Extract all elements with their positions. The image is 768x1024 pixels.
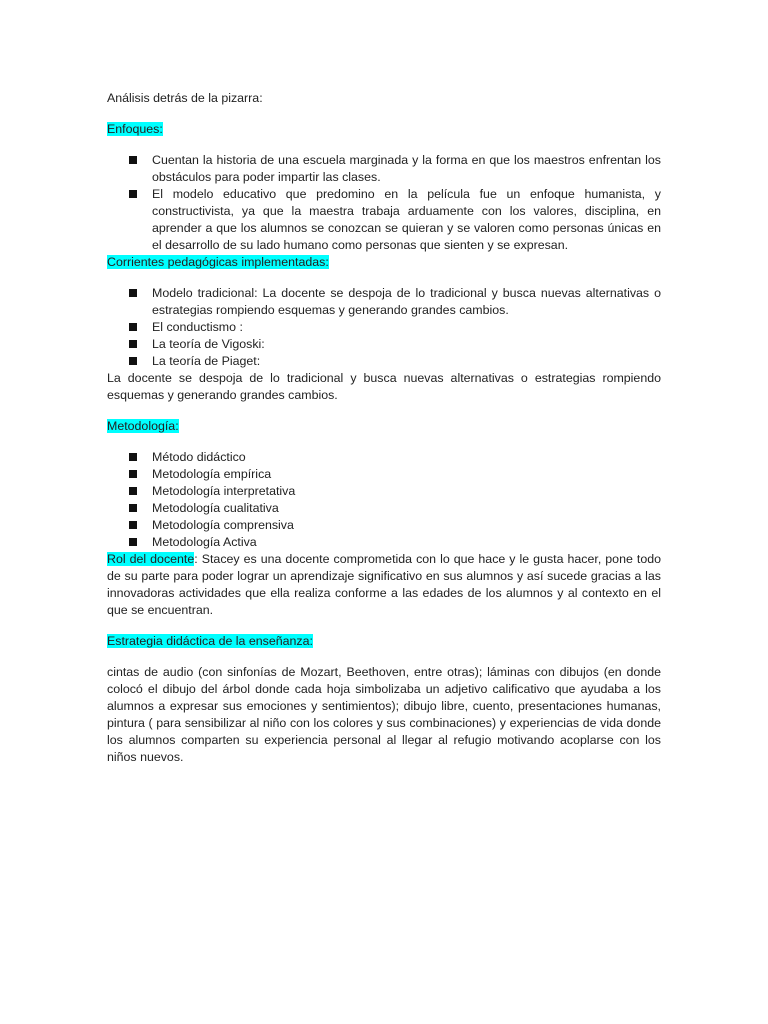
list-item: Metodología empírica — [152, 466, 661, 483]
section-heading-estrategia — [107, 633, 661, 650]
list-item: Metodología Activa — [152, 534, 661, 551]
highlighted-heading-enfoques: Enfoques: — [107, 122, 163, 136]
list-item: Metodología comprensiva — [152, 517, 661, 534]
list-item: Cuentan la historia de una escuela marginada y la forma en que los maestros enfrentan los obstáculos para poder impartir las clases. — [152, 153, 661, 184]
rol-paragraph — [107, 551, 661, 619]
highlighted-heading-corrientes: Corrientes pedagógicas implementadas: — [107, 255, 329, 269]
highlighted-heading-estrategia: Estrategia didáctica de la enseñanza: — [107, 634, 313, 648]
list-item: El modelo educativo que predomino en la película fue un enfoque humanista, y constructivista, ya que la maestra trabaja arduamente con los valores, disciplina, en aprender a que los alumnos se conozcan se quieran y se valoren como personas únicas en el desarrollo de su lado humano como personas que sienten y se expresan. — [152, 187, 661, 252]
metodologia-list — [107, 449, 661, 551]
list-item: Modelo tradicional: La docente se despoja de lo tradicional y busca nuevas alternativas o estrategias rompiendo esquemas y generando grandes cambios. — [152, 286, 661, 317]
document-page — [107, 90, 661, 766]
rol-text: : Stacey es una docente comprometida con lo que hace y le gusta hacer, pone todo de su parte para poder lograr un aprendizaje significativo en sus alumnos y así sucede gracias a las innovadoras actividades que ella realiza conforme a las edades de los alumnos y al contexto en el que se encuentran. — [107, 552, 661, 617]
list-item: Metodología cualitativa — [152, 500, 661, 517]
list-item: Metodología interpretativa — [152, 483, 661, 500]
highlighted-heading-metodologia: Metodología: — [107, 419, 179, 433]
section-heading-enfoques — [107, 121, 661, 138]
list-item: El conductismo : — [152, 319, 661, 336]
section-heading-metodologia — [107, 418, 661, 435]
corrientes-paragraph: La docente se despoja de lo tradicional y busca nuevas alternativas o estrategias rompiendo esquemas y generando grandes cambios. — [107, 371, 661, 402]
estrategia-paragraph: cintas de audio (con sinfonías de Mozart, Beethoven, entre otras); láminas con dibujos (en donde colocó el dibujo del árbol donde cada hoja simbolizaba un adjetivo calificativo que ayudaba a los alumnos a expresar sus emociones y sentimientos); dibujo libre, cuento, presentaciones humanas, pintura ( para sensibilizar al niño con los colores y sus combinaciones) y experiencias de vida donde los alumnos comparten su experiencia personal al llegar al refugio motivando acoplarse con los niños nuevos. — [107, 665, 661, 764]
list-item: Método didáctico — [152, 449, 661, 466]
list-item: La teoría de Vigoski: — [152, 336, 661, 353]
highlighted-heading-rol: Rol del docente — [107, 552, 195, 566]
document-title: Análisis detrás de la pizarra: — [107, 91, 263, 105]
section-heading-corrientes — [107, 254, 661, 271]
corrientes-list — [107, 285, 661, 370]
enfoques-list — [107, 152, 661, 254]
list-item: La teoría de Piaget: — [152, 353, 661, 370]
